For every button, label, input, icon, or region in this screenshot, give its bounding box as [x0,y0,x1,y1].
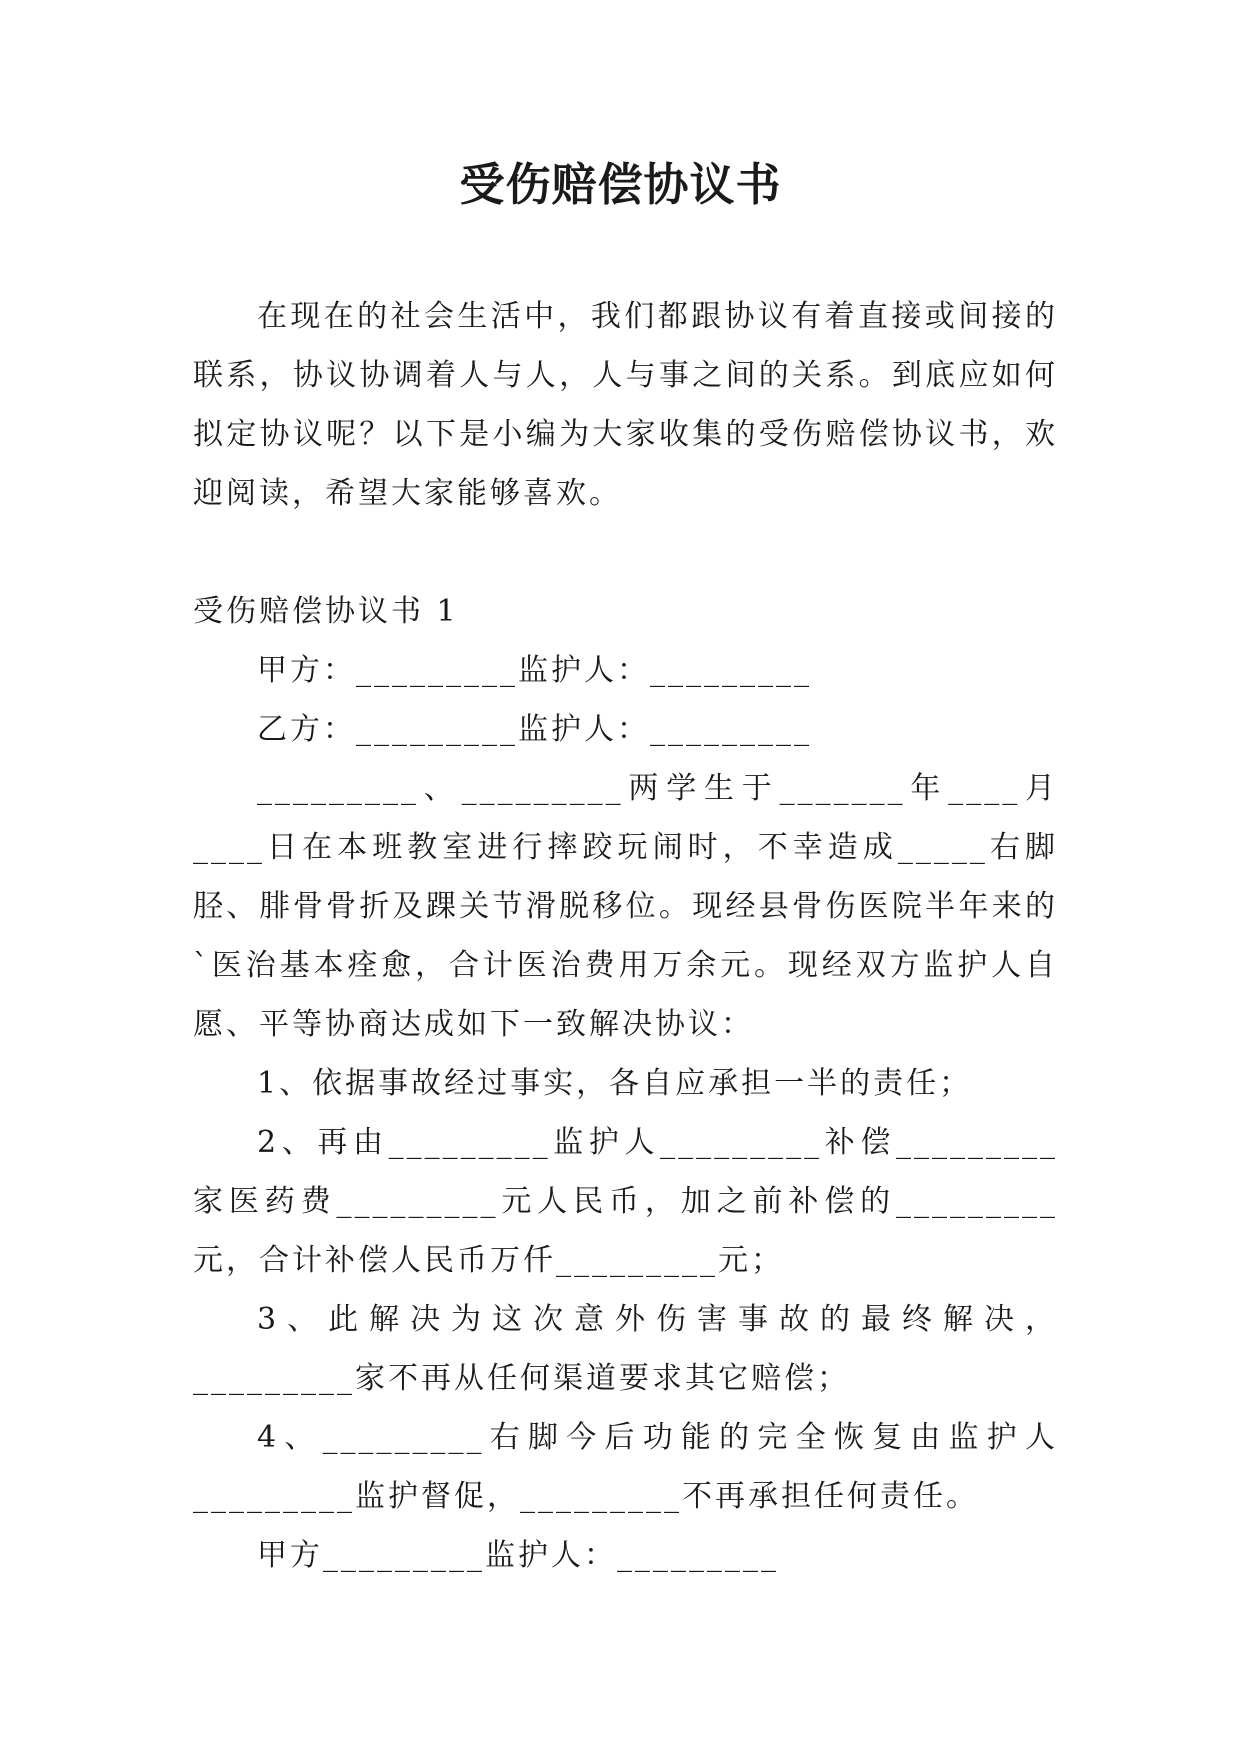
clause-4: 4、_________右脚今后功能的完全恢复由监护人_________监护督促，_________不再承担任何责任。 [193,1420,1058,1514]
document-body [193,287,1058,1585]
clause-1: 1、依据事故经过事实，各自应承担一半的责任； [257,1066,973,1101]
signature-line: 甲方_________监护人：_________ [257,1538,779,1573]
document-title: 受伤赔偿协议书 [459,158,782,211]
party-a-line: 甲方：_________监护人：_________ [257,653,812,688]
party-b-line: 乙方：_________监护人：_________ [257,712,812,747]
clause-3: 3、此解决为这次意外伤害事故的最终解决，_________家不再从任何渠道要求其它赔偿； [193,1302,1058,1396]
paragraph-gap [193,523,1058,582]
section-title: 受伤赔偿协议书 1 [193,594,459,629]
intro-paragraph: 在现在的社会生活中，我们都跟协议有着直接或间接的联系，协议协调着人与人，人与事之间的关系。到底应如何拟定协议呢？以下是小编为大家收集的受伤赔偿协议书，欢迎阅读，希望大家能够喜欢。 [193,299,1058,511]
clause-2: 2、再由_________监护人_________补偿_________家医药费_________元人民币，加之前补偿的_________元，合计补偿人民币万仟_________元； [193,1125,1058,1278]
incident-paragraph: _________、_________两学生于_______年____月____日在本班教室进行摔跤玩闹时，不幸造成_____右脚胫、腓骨骨折及踝关节滑脱移位。现经县骨伤医院半年来的`医治基本痊愈，合计医治费用万余元。现经双方监护人自愿、平等协商达成如下一致解决协议： [193,771,1058,1042]
